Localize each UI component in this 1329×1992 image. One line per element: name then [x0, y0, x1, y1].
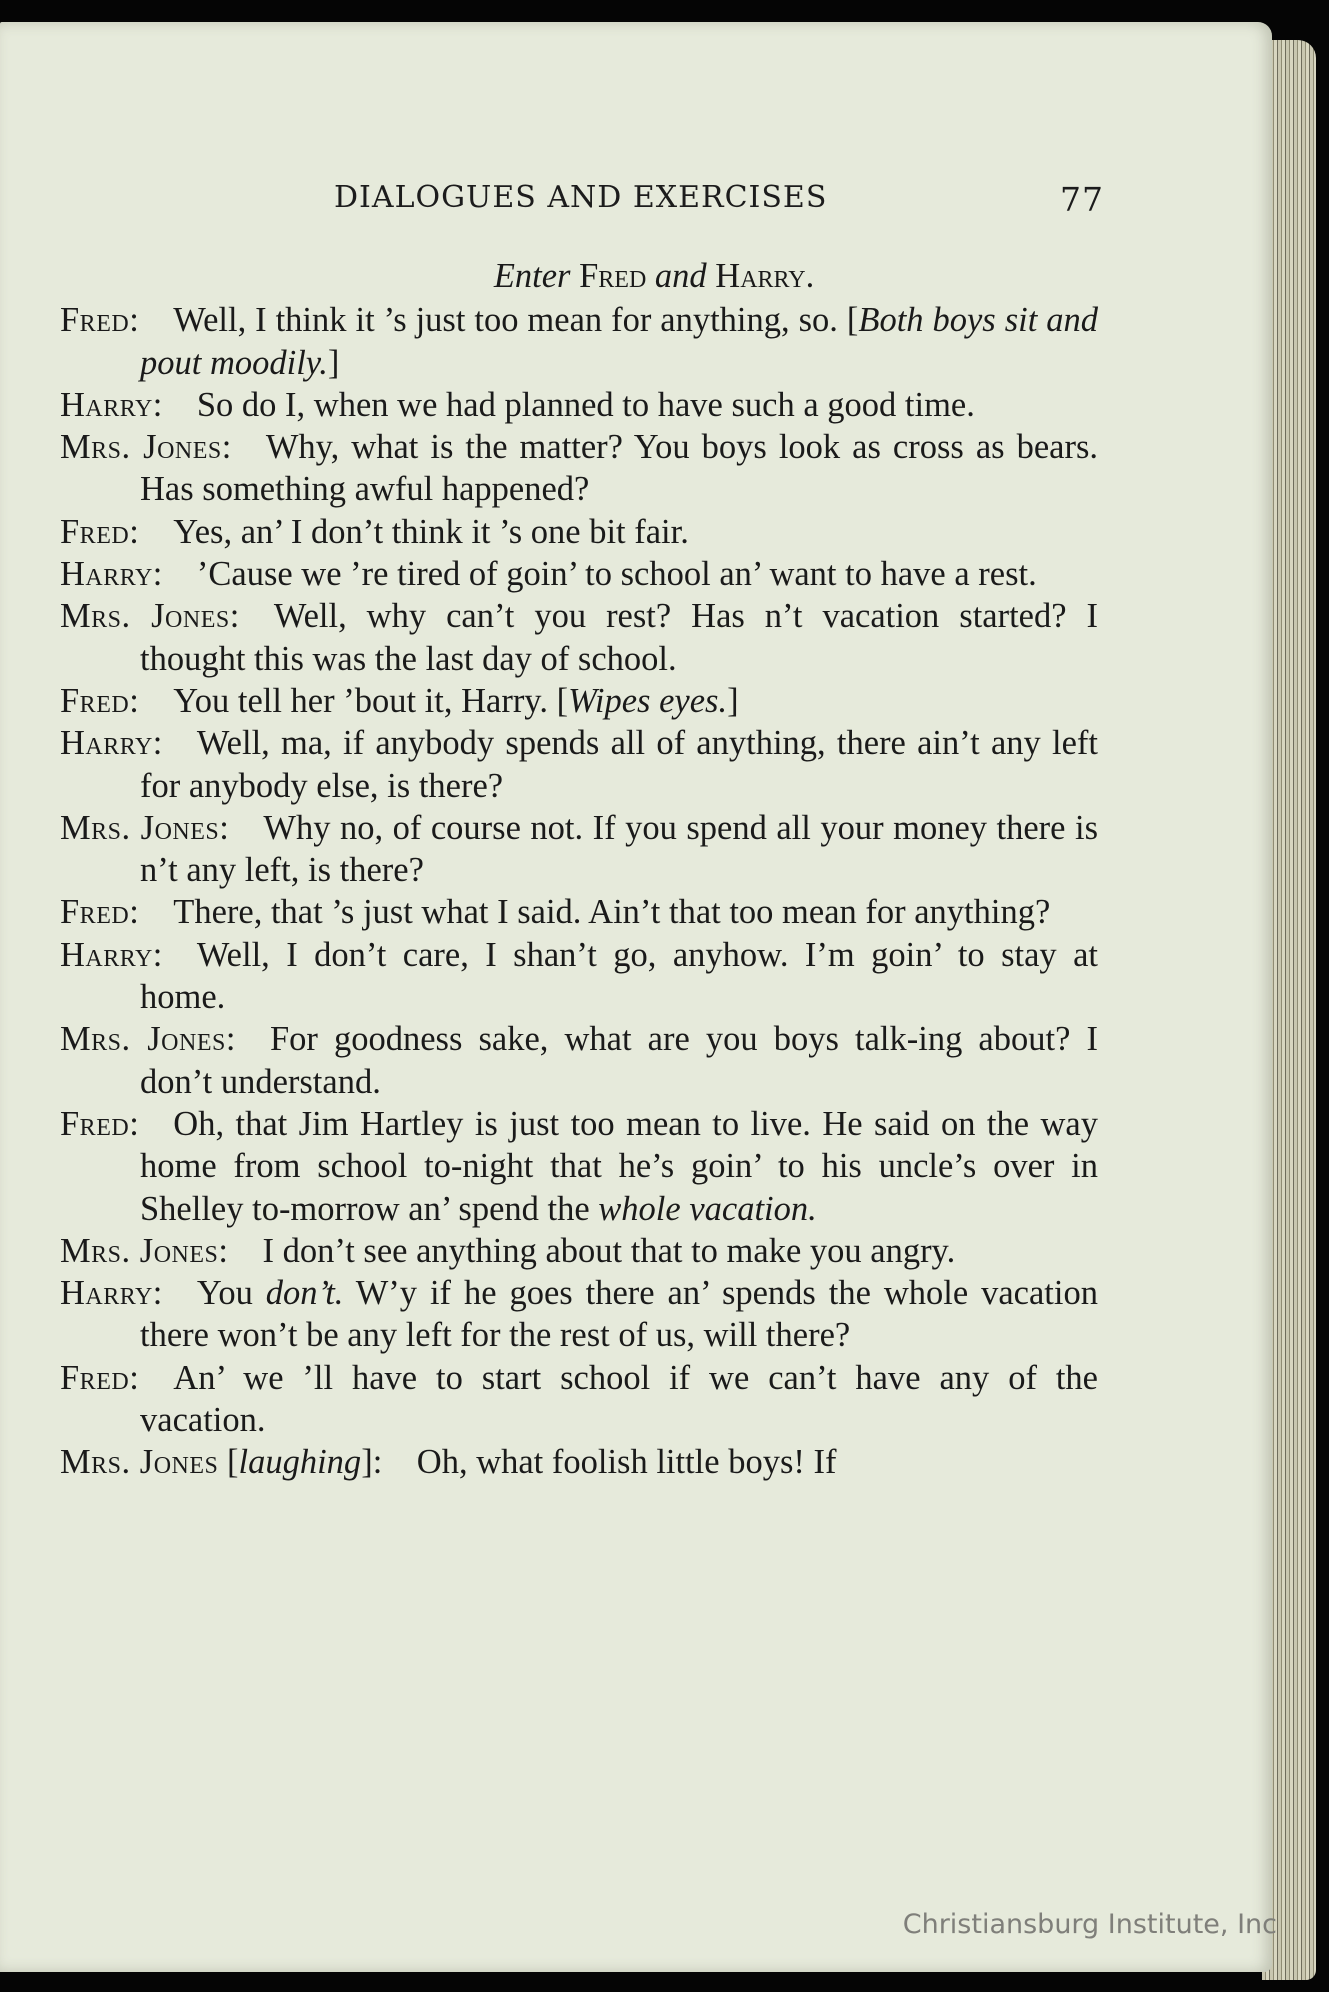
dialogue-line — [60, 722, 1098, 807]
speaker-name: Mrs. Jones — [60, 428, 222, 467]
speaker-name: Harry — [60, 1274, 153, 1313]
dialogue-line — [60, 1018, 1098, 1103]
line-text: Well, I don’t care, I shan’t go, anyhow. I’m goin’ to stay at home. — [140, 935, 1098, 1017]
speaker-name: Fred — [60, 1358, 130, 1397]
dialogue-line — [60, 511, 1098, 553]
dialogue-line — [60, 553, 1098, 595]
dialogue-line — [60, 1230, 1098, 1272]
dialogue-line — [60, 807, 1098, 892]
line-text: Why no, of course not. If you spend all your money there is n’t any left, is there? — [140, 808, 1098, 890]
dialogue-lines — [60, 299, 1098, 1483]
line-text: Well, ma, if anybody spends all of anything, there ain’t any left for anybody else, is there? — [140, 724, 1098, 805]
line-italic-word: don’t. — [265, 1274, 344, 1313]
speaker-colon: : — [372, 1443, 383, 1482]
speaker-colon: : — [152, 724, 163, 763]
speaker-name: Harry — [60, 724, 153, 763]
stage-direction-inline: Both boys sit and pout moodily. — [140, 301, 1098, 382]
line-text: There, that ’s just what I said. Ain’t that too mean for anything? — [173, 893, 1051, 932]
line-text: So do I, when we had planned to have such a good time. — [196, 385, 975, 424]
speaker-colon: : — [152, 555, 163, 594]
speaker-colon: : — [152, 935, 163, 974]
speaker-colon: : — [129, 301, 139, 340]
line-text: Oh, that Jim Hartley is just too mean to live. He said on the way home from school to-night that he’s goin’ to his uncle’s over in Shelley to-morrow an’ spend the — [140, 1104, 1098, 1228]
page-number: 77 — [1060, 180, 1104, 219]
stage-enter: Enter — [493, 257, 571, 295]
speaker-name: Fred — [60, 893, 130, 932]
line-text: An’ we ’ll have to start school if we can’t have any of the vacation. — [140, 1358, 1098, 1440]
line-text: Oh, what foolish little boys! If — [416, 1443, 837, 1482]
speaker-colon: : — [221, 428, 232, 467]
line-text: You tell her ’bout it, Harry. — [173, 681, 548, 720]
speaker-name: Fred — [60, 512, 130, 551]
header-title: DIALOGUES AND EXERCISES — [334, 180, 828, 215]
speaker-note: laughing — [238, 1443, 362, 1482]
speaker-colon: : — [152, 1274, 163, 1313]
speaker-name: Harry — [60, 935, 153, 974]
speaker-name: Harry — [60, 385, 153, 424]
dialogue-line — [60, 426, 1098, 511]
line-text: I don’t see anything about that to make you angry. — [262, 1231, 956, 1270]
dialogue-text — [60, 255, 1098, 1484]
dialogue-line — [60, 934, 1098, 1019]
speaker-name: Harry — [60, 555, 153, 594]
speaker-colon: : — [129, 1104, 139, 1143]
speaker-colon: : — [129, 512, 139, 551]
speaker-name: Mrs. Jones — [60, 1020, 226, 1059]
speaker-colon: : — [229, 597, 240, 636]
dialogue-line — [60, 1272, 1098, 1357]
stage-direction-inline: Wipes eyes. — [568, 681, 728, 720]
speaker-name: Mrs. Jones — [60, 808, 220, 847]
dialogue-line — [60, 1357, 1098, 1442]
line-text: Yes, an’ I don’t think it ’s one bit fair. — [173, 512, 689, 551]
dialogue-line — [60, 1103, 1098, 1230]
speaker-name: Fred — [60, 301, 130, 340]
stage-name-2: Harry — [715, 257, 806, 295]
dialogue-line — [60, 384, 1098, 426]
speaker-colon: : — [225, 1020, 236, 1059]
stage-and: and — [654, 257, 707, 295]
stage-direction — [210, 255, 1098, 297]
speaker-colon: : — [129, 893, 139, 932]
speaker-colon: : — [219, 808, 229, 847]
speaker-name: Mrs. Jones — [60, 597, 230, 636]
speaker-name: Mrs. Jones — [60, 1443, 219, 1482]
line-italic-tail: whole vacation. — [598, 1189, 817, 1228]
speaker-name: Fred — [60, 681, 130, 720]
watermark: Christiansburg Institute, Inc — [902, 1909, 1277, 1940]
line-text: Well, why can’t you rest? Has n’t vacation started? I thought this was the last day of school. — [140, 597, 1098, 678]
speaker-name: Fred — [60, 1104, 130, 1143]
dialogue-line: Fred: You tell her ’bout it, Harry. [Wipes eyes.] — [60, 681, 739, 720]
line-text-before: You — [196, 1274, 253, 1313]
line-text: Well, I think it ’s just too mean for anything, so. — [173, 301, 838, 340]
line-text: Why, what is the matter? You boys look as cross as bears. Has something awful happened? — [140, 428, 1098, 509]
dialogue-line: Fred: Well, I think it ’s just too mean for anything, so. [Both boys sit and pout moodily.] — [60, 301, 1098, 382]
speaker-colon: : — [129, 1358, 139, 1397]
stage-end: . — [805, 257, 815, 295]
line-text: For goodness sake, what are you boys talk-ing about? I don’t understand. — [140, 1020, 1098, 1101]
dialogue-line — [60, 595, 1098, 680]
speaker-name: Mrs. Jones — [60, 1231, 219, 1270]
stage-name-1: Fred — [579, 257, 647, 295]
speaker-colon: : — [152, 385, 163, 424]
line-text: ’Cause we ’re tired of goin’ to school an’ want to have a rest. — [196, 555, 1037, 594]
speaker-colon: : — [129, 681, 139, 720]
dialogue-line: Mrs. Jones [laughing]: Oh, what foolish little boys! If — [60, 1443, 837, 1482]
line-text: W’y if he goes there an’ spends the whole vacation there won’t be any left for the rest of us, will there? — [140, 1274, 1098, 1355]
dialogue-line — [60, 891, 1098, 933]
speaker-colon: : — [218, 1231, 228, 1270]
